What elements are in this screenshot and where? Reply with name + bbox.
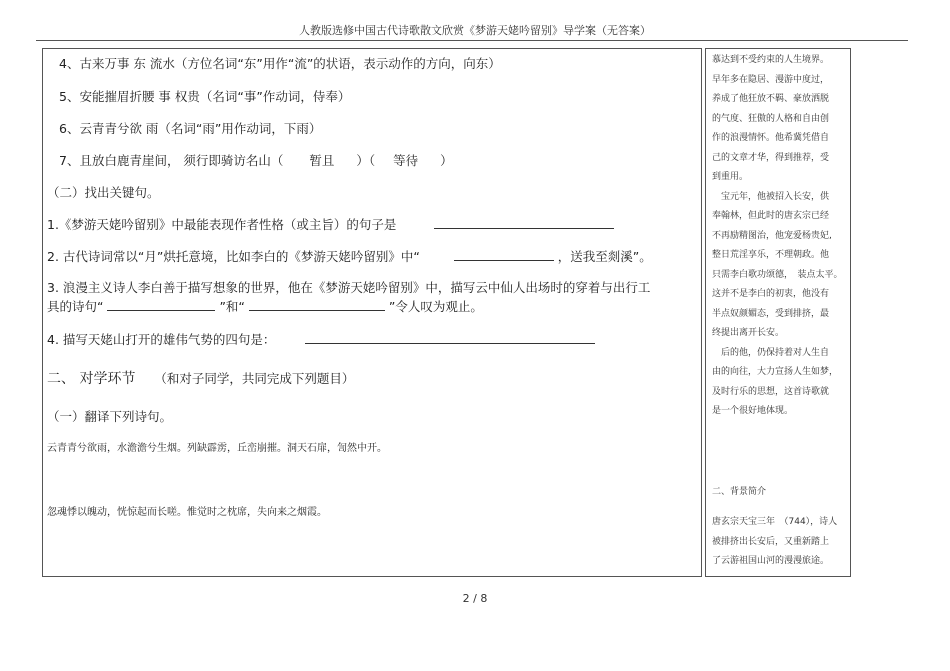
side-line: 唐玄宗天宝三年 （744），诗人 <box>712 517 838 527</box>
side-line: 这并不是李白的初衷，他没有 <box>712 289 830 299</box>
header-divider <box>36 40 908 41</box>
side-line: 养成了他狂放不羁、豪放洒脱 <box>712 94 830 104</box>
vocab-item-7 <box>59 153 453 169</box>
question-3-blank-2[interactable] <box>249 298 385 311</box>
question-2-text: 2. 古代诗词常以“月”烘托意境，比如李白的《梦游天姥吟留别》中“ <box>47 249 420 264</box>
side-line: 了云游祖国山河的漫漫旅途。 <box>712 556 830 566</box>
side-line: 的气度、狂傲的人格和自由创 <box>712 113 830 124</box>
side-notes-box <box>705 48 851 577</box>
side-line: 终提出离开长安。 <box>712 328 785 338</box>
translate-sentence-1: 云青青兮欲雨，水澹澹兮生烟。列缺霹雳，丘峦崩摧。洞天石扉，訇然中开。 <box>47 443 387 454</box>
side-line: 只需李白歌功颂德， 装点太平。 <box>712 269 843 280</box>
page-header: 人教版选修中国古代诗歌散文欣赏《梦游天姥吟留别》导学案（无答案） <box>299 24 651 37</box>
vocab-item-7-mid: ）（ <box>356 153 376 168</box>
vocab-item-7-text: 7、且放白鹿青崖间， 须行即骑访名山（ <box>59 153 284 168</box>
side-line: 宝元年，他被招入长安，供 <box>712 191 830 202</box>
translate-heading: （一）翻译下列诗句。 <box>47 409 173 424</box>
question-3-prefix: 具的诗句“ <box>47 299 104 314</box>
side-line: 及时行乐的思想，这首诗歌就 <box>712 386 830 397</box>
vocab-item-4: 4、古来万事 东 流水（方位名词“东”用作“流”的状语，表示动作的方向，向东） <box>59 56 501 71</box>
page-number: 2 / 8 <box>462 592 488 605</box>
question-3-and: ”和“ <box>219 299 245 314</box>
question-1 <box>47 216 614 233</box>
side-line: 被排挤出长安后，又重新踏上 <box>712 536 830 547</box>
side-line: 整日荒淫享乐，不理朝政。他 <box>712 250 830 260</box>
vocab-item-5: 5、安能摧眉折腰 事 权贵（名词“事”作动词，侍奉） <box>59 89 351 104</box>
question-4-blank[interactable] <box>305 331 595 344</box>
side-line: 奉翰林，但此时的唐玄宗已经 <box>712 211 830 221</box>
translate-sentence-2: 忽魂悸以魄动，恍惊起而长嗟。惟觉时之枕席，失向来之烟霞。 <box>47 507 327 518</box>
side-line: 慕达到不受约束的人生境界。 <box>712 55 830 65</box>
vocab-item-7-end: ） <box>440 153 453 168</box>
question-3-line-2 <box>47 298 483 315</box>
question-1-blank[interactable] <box>434 216 614 229</box>
subsection-key-sentences: （二）找出关键句。 <box>47 185 160 200</box>
question-4-text: 4. 描写天姥山打开的雄伟气势的四句是： <box>47 332 276 347</box>
side-line: 己的文章才华，得到推荐，受 <box>712 152 830 163</box>
side-background-text <box>712 513 837 572</box>
question-3-blank-1[interactable] <box>107 298 215 311</box>
question-2-blank[interactable] <box>454 248 554 261</box>
side-line: 由的向往，大力宣扬人生如梦， <box>712 367 839 377</box>
vocab-item-6: 6、云青青兮欲 雨（名词“雨”用作动词，下雨） <box>59 121 322 136</box>
section-2-title: 二、 对学环节 <box>47 371 136 387</box>
question-2 <box>47 248 652 265</box>
vocab-item-7-answer-b: 等待 <box>393 153 419 168</box>
side-line: 半点奴颜媚态，受到排挤，最 <box>712 308 830 319</box>
vocab-item-7-answer-a: 暂且 <box>309 153 335 168</box>
question-3-line-1: 3. 浪漫主义诗人李白善于描写想象的世界，他在《梦游天姥吟留别》中，描写云中仙人出场时的穿着与出行工 <box>47 280 651 295</box>
side-line: 到重用。 <box>712 172 749 182</box>
side-background-title: 二、背景简介 <box>712 487 767 497</box>
main-content-box <box>42 48 702 577</box>
question-1-text: 1.《梦游天姥吟留别》中最能表现作者性格（或主旨）的句子是 <box>47 217 397 232</box>
side-line: 早年多在隐居、漫游中度过， <box>712 74 830 85</box>
section-2-heading <box>47 371 354 387</box>
side-line: 作的浪漫情怀。他希冀凭借自 <box>712 133 830 143</box>
question-2-end: ，送我至剡溪”。 <box>557 249 652 264</box>
side-line: 不再励精图治，他宠爱杨贵妃, <box>712 230 832 241</box>
side-line: 后的他，仍保持着对人生自 <box>712 347 830 358</box>
question-4 <box>47 331 595 348</box>
section-2-note: （和对子同学，共同完成下列题目） <box>154 371 355 386</box>
side-notes-background <box>712 51 843 422</box>
question-3-suffix: ”令人叹为观止。 <box>388 299 483 314</box>
side-line: 是一个很好地体现。 <box>712 406 794 416</box>
